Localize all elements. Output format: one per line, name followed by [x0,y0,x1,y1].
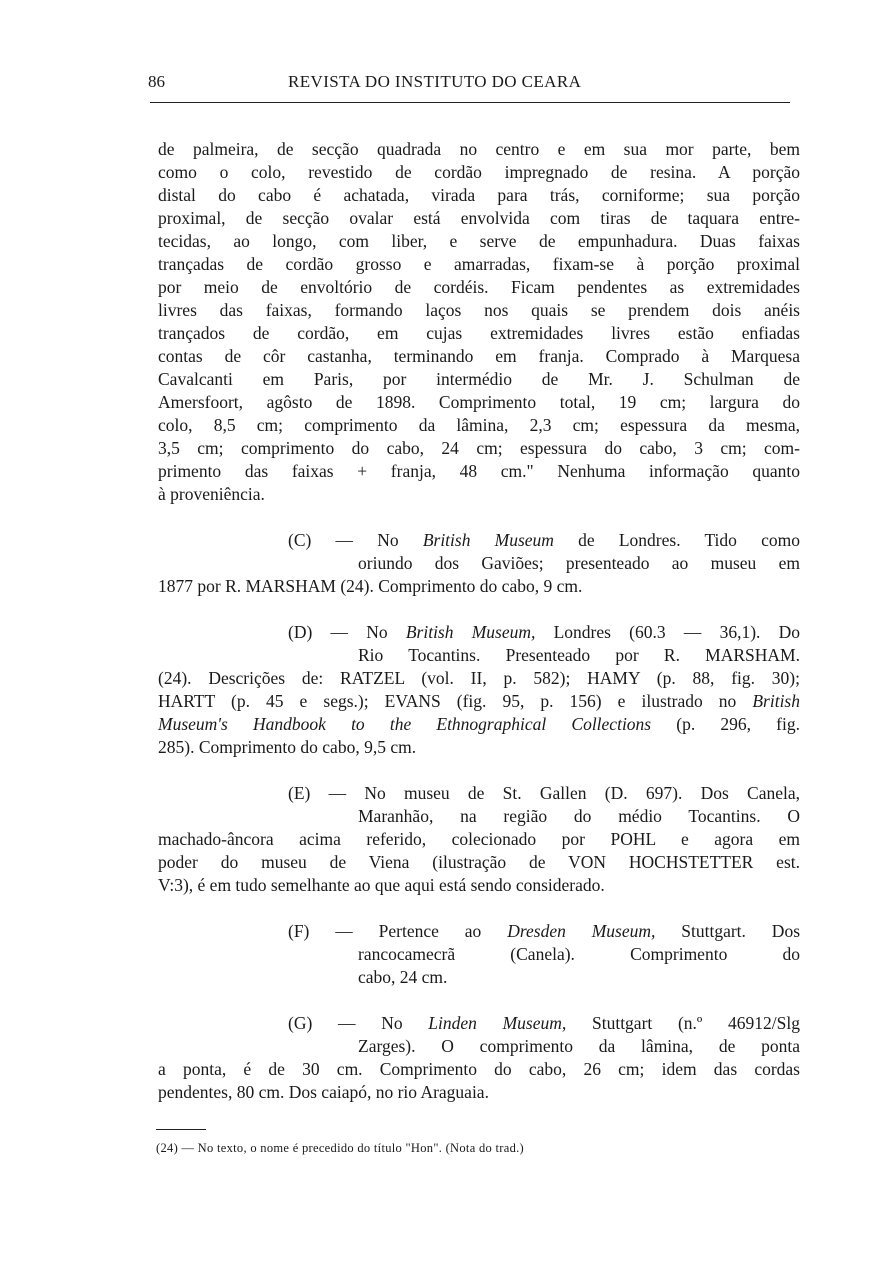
text-line: primento das faixas + franja, 48 cm." Nenhuma informação quanto [158,461,800,481]
entry-f-line-3: cabo, 24 cm. [358,967,448,987]
text-line: 3,5 cm; comprimento do cabo, 24 cm; espessura do cabo, 3 cm; com- [158,438,800,458]
entry-g-line-1: (G) — No Linden Museum, Stuttgart (n.º 46912/Slg [288,1013,800,1033]
entry-e-line-2: Maranhão, na região do médio Tocantins. O [358,806,800,826]
header-rule [150,102,790,103]
text-line: livres das faixas, formando laços nos quais se prendem dois anéis [158,300,800,320]
text-line: proximal, de secção ovalar está envolvida com tiras de taquara entre- [158,208,800,228]
text-line: por meio de envoltório de cordéis. Ficam pendentes as extremidades [158,277,800,297]
entry-d-line-1: (D) — No British Museum, Londres (60.3 — 36,1). Do [288,622,800,642]
text-line: de palmeira, de secção quadrada no centro e em sua mor parte, bem [158,139,800,159]
entry-d-line-3: (24). Descrições de: RATZEL (vol. II, p. 582); HAMY (p. 88, fig. 30); [158,668,800,688]
entry-d-line-4: HARTT (p. 45 e segs.); EVANS (fig. 95, p. 156) e ilustrado no British [158,691,800,711]
text-line: trançados de cordão, em cujas extremidades livres estão enfiadas [158,323,800,343]
entry-c-line-1: (C) — No British Museum de Londres. Tido como [288,530,800,550]
entry-c-line-2: oriundo dos Gaviões; presenteado ao museu em [358,553,800,573]
text-line: contas de côr castanha, terminando em franja. Comprado à Marquesa [158,346,800,366]
entry-d-line-5: Museum's Handbook to the Ethnographical Collections (p. 296, fig. [158,714,800,734]
entry-g-line-2: Zarges). O comprimento da lâmina, de ponta [358,1036,800,1056]
entry-c-line-3: 1877 por R. MARSHAM (24). Comprimento do cabo, 9 cm. [158,576,583,596]
text-line: Amersfoort, agôsto de 1898. Comprimento total, 19 cm; largura do [158,392,800,412]
footnote-rule [156,1129,206,1130]
entry-g-line-3: a ponta, é de 30 cm. Comprimento do cabo, 26 cm; idem das cordas [158,1059,800,1079]
entry-e-line-3: machado-âncora acima referido, colecionado por POHL e agora em [158,829,800,849]
entry-d-line-6: 285). Comprimento do cabo, 9,5 cm. [158,737,417,757]
entry-e-line-4: poder do museu de Viena (ilustração de VON HOCHSTETTER est. [158,852,800,872]
entry-d-line-2: Rio Tocantins. Presenteado por R. MARSHAM. [358,645,800,665]
page-number: 86 [148,72,165,91]
entry-e-line-5: V:3), é em tudo semelhante ao que aqui está sendo considerado. [158,875,605,895]
entry-f-line-2: rancocamecrã (Canela). Comprimento do [358,944,800,964]
entry-f-line-1: (F) — Pertence ao Dresden Museum, Stuttgart. Dos [288,921,801,941]
text-line: à proveniência. [158,484,265,504]
text-line: Cavalcanti em Paris, por intermédio de Mr. J. Schulman de [158,369,800,389]
text-line: colo, 8,5 cm; comprimento da lâmina, 2,3 cm; espessura da mesma, [158,415,800,435]
journal-title: REVISTA DO INSTITUTO DO CEARA [288,72,582,91]
text-line: tecidas, ao longo, com liber, e serve de empunhadura. Duas faixas [158,231,800,251]
entry-e-line-1: (E) — No museu de St. Gallen (D. 697). Dos Canela, [288,783,800,803]
text-line: trançadas de cordão grosso e amarradas, fixam-se à porção proximal [158,254,800,274]
text-line: distal do cabo é achatada, virada para trás, corniforme; sua porção [158,185,800,205]
entry-g-line-4: pendentes, 80 cm. Dos caiapó, no rio Araguaia. [158,1082,489,1102]
footnote: (24) — No texto, o nome é precedido do título "Hon". (Nota do trad.) [156,1141,525,1155]
text-line: como o colo, revestido de cordão impregnado de resina. A porção [158,162,800,182]
